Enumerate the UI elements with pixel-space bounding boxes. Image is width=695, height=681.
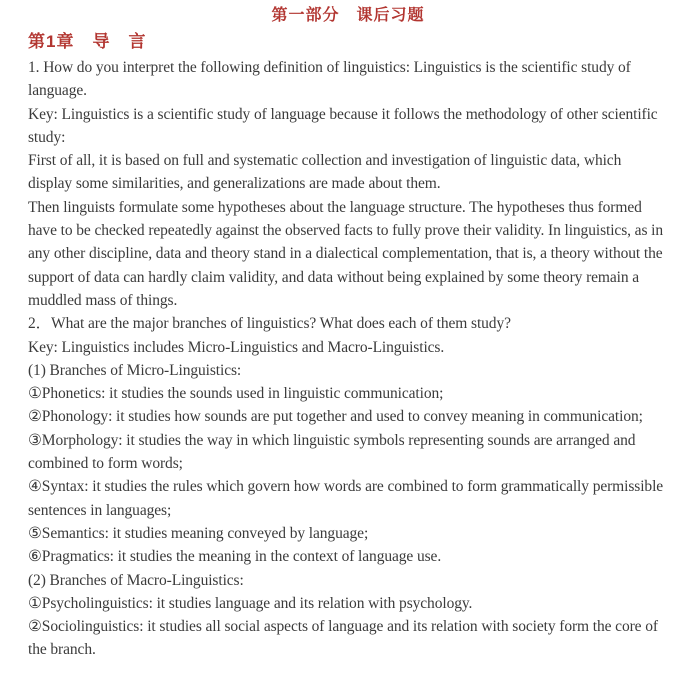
part-title: 第一部分 课后习题	[271, 7, 425, 24]
paragraph: 2．What are the major branches of linguistics? What does each of them study?	[28, 315, 511, 333]
paragraph: Key: Linguistics includes Micro-Linguistics and Macro-Linguistics.	[28, 338, 445, 356]
paragraph: (1) Branches of Micro-Linguistics:	[28, 361, 242, 379]
paragraph: Key: Linguistics is a scientific study of language because it follows the methodology of other scientific study:	[28, 105, 658, 146]
paragraph: Then linguists formulate some hypotheses about the language structure. The hypotheses thus formed have to be checked repeatedly against the observed facts to fully prove their validity. In linguistics, as in any other discipline, data and theory stand in a dialectical complementation, that is, a theory without the support of data can hardly claim validity, and data without being explained by some theory remain a muddled mass of things.	[28, 198, 664, 309]
paragraph: (2) Branches of Macro-Linguistics:	[28, 571, 244, 589]
paragraph: ②Sociolinguistics: it studies all social aspects of language and its relation with society form the core of the branch.	[28, 618, 658, 659]
paragraph: ③Morphology: it studies the way in which linguistic symbols representing sounds are arranged and combined to form words;	[28, 431, 636, 473]
paragraph: ④Syntax: it studies the rules which govern how words are combined to form grammatically permissible sentences in languages;	[28, 478, 664, 519]
paragraph: ①Phonetics: it studies the sounds used in linguistic communication;	[28, 385, 444, 403]
chapter-title: 第1章 导 言	[28, 32, 147, 51]
paragraph: ①Psycholinguistics: it studies language and its relation with psychology.	[28, 594, 473, 612]
paragraph: ⑤Semantics: it studies meaning conveyed by language;	[28, 524, 369, 542]
document-body	[28, 56, 668, 662]
paragraph: ②Phonology: it studies how sounds are put together and used to convey meaning in communication;	[28, 408, 643, 426]
paragraph: ⑥Pragmatics: it studies the meaning in the context of language use.	[28, 548, 442, 566]
paragraph: First of all, it is based on full and systematic collection and investigation of linguistic data, which display some similarities, and generalizations are made about them.	[28, 152, 622, 193]
paragraph: 1. How do you interpret the following definition of linguistics: Linguistics is the scientific study of language.	[28, 59, 631, 100]
